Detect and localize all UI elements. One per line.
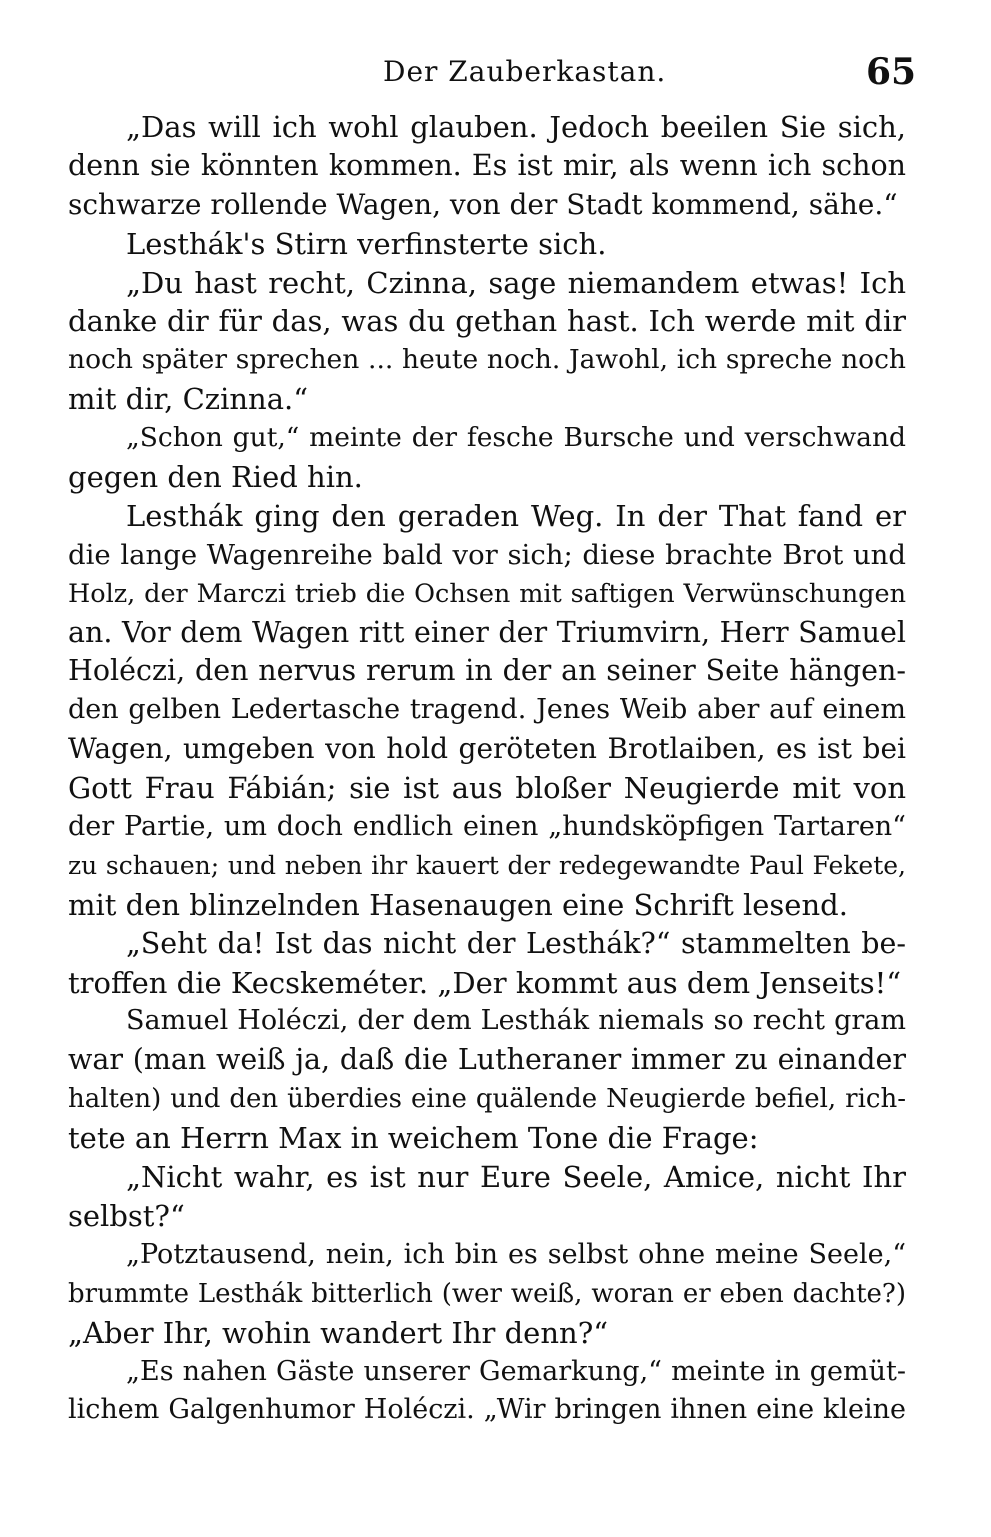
text-line: Lesthák's Stirn verfinsterte sich.	[126, 226, 607, 261]
text-line: an. Vor dem Wagen ritt einer der Triumvirn, Herr Samuel	[68, 615, 906, 649]
body-text	[68, 108, 906, 1430]
text-line: tete an Herrn Max in weichem Tone die Frage:	[68, 1121, 759, 1156]
text-line: „Schon gut,“ meinte der fesche Bursche und verschwand	[126, 422, 906, 454]
page-number: 65	[866, 51, 917, 93]
text-line: danke dir für das, was du gethan hast. Ich werde mit dir	[68, 304, 906, 339]
text-line: denn sie könnten kommen. Es ist mir, als wenn ich schon	[68, 148, 906, 182]
text-line: selbst?“	[68, 1198, 185, 1233]
text-line: „Es nahen Gäste unserer Gemarkung,“ meinte in gemüt-	[126, 1355, 906, 1387]
text-line: noch später sprechen ... heute noch. Jawohl, ich spreche noch	[68, 344, 906, 376]
text-line: war (man weiß ja, daß die Lutheraner immer zu einander	[68, 1043, 906, 1077]
text-line: troffen die Kecskeméter. „Der kommt aus dem Jenseits!“	[68, 965, 902, 1000]
text-line: „Seht da! Ist das nicht der Lesthák?“ stammelten be-	[126, 926, 906, 960]
text-line: Samuel Holéczi, der dem Lesthák niemals so recht gram	[126, 1005, 906, 1037]
text-line: den gelben Ledertasche tragend. Jenes Weib aber auf einem	[68, 694, 906, 726]
text-line: Holéczi, den nervus rerum in der an seiner Seite hängen-	[68, 654, 906, 688]
text-line: „Potztausend, nein, ich bin es selbst ohne meine Seele,“	[126, 1238, 906, 1270]
text-line: der Partie, um doch endlich einen „hundsköpfigen Tartaren“	[68, 811, 906, 843]
text-line: „Du hast recht, Czinna, sage niemandem etwas! Ich	[126, 265, 906, 300]
running-head: Der Zauberkastan.	[383, 55, 667, 88]
text-line: lichem Galgenhumor Holéczi. „Wir bringen ihnen eine kleine	[68, 1394, 906, 1426]
text-line: gegen den Ried hin.	[68, 460, 363, 495]
text-line: Wagen, umgeben von hold geröteten Brotlaiben, es ist bei	[68, 732, 906, 766]
text-line: „Aber Ihr, wohin wandert Ihr denn?“	[68, 1315, 609, 1350]
text-line: die lange Wagenreihe bald vor sich; diese brachte Brot und	[68, 538, 906, 571]
text-line: mit dir, Czinna.“	[68, 382, 309, 417]
text-line: brummte Lesthák bitterlich (wer weiß, woran er eben dachte?)	[68, 1278, 906, 1309]
text-line: „Nicht wahr, es ist nur Eure Seele, Amice, nicht Ihr	[126, 1160, 906, 1195]
text-line: Gott Frau Fábián; sie ist aus bloßer Neugierde mit von	[68, 771, 906, 806]
text-line: Lesthák ging den geraden Weg. In der That fand er	[126, 498, 906, 533]
text-line: halten) und den überdies eine quälende Neugierde befiel, rich-	[68, 1084, 906, 1115]
text-line: „Das will ich wohl glauben. Jedoch beeilen Sie sich,	[126, 110, 906, 144]
text-line: mit den blinzelnden Hasenaugen eine Schrift lesend.	[68, 887, 848, 922]
text-line: Holz, der Marczi trieb die Ochsen mit saftigen Verwünschungen	[68, 578, 906, 609]
text-line: schwarze rollende Wagen, von der Stadt kommend, sähe.“	[68, 187, 898, 221]
text-line: zu schauen; und neben ihr kauert der redegewandte Paul Fekete,	[68, 850, 906, 880]
